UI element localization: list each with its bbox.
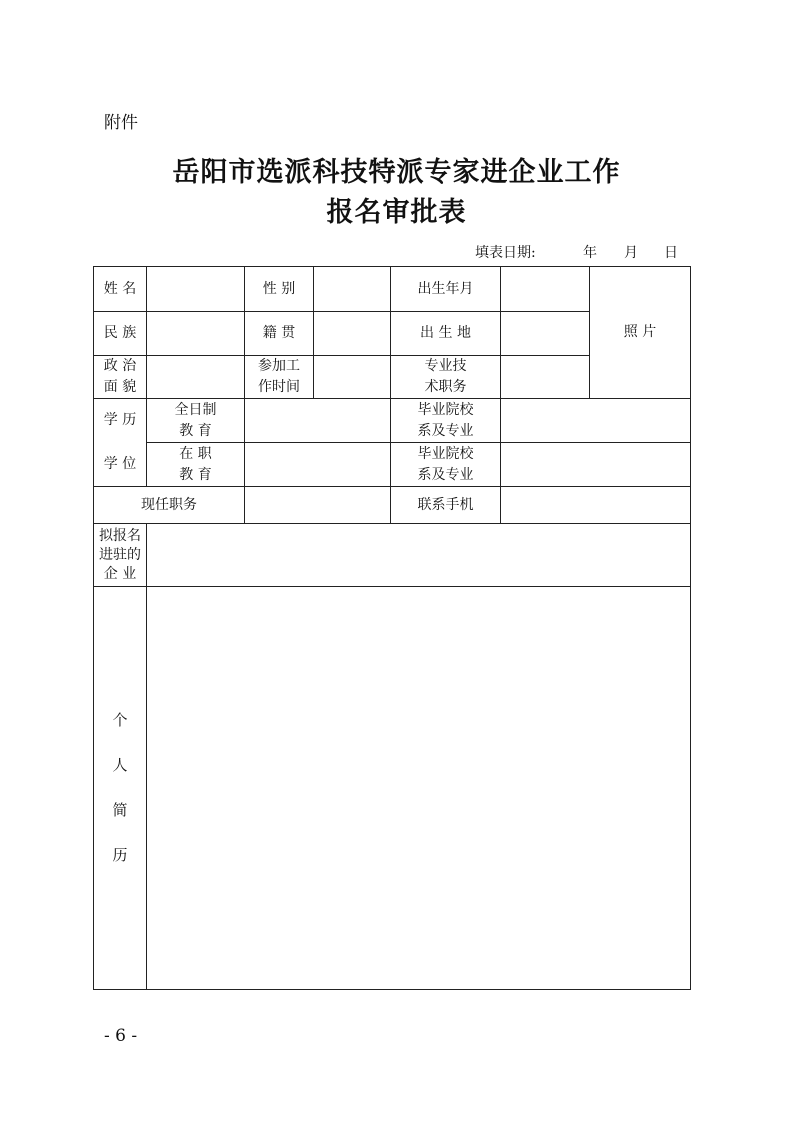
gender-label: 性 别 [244,267,313,311]
gender-field[interactable] [313,267,390,311]
target-company-label: 拟报名 进驻的 企 业 [94,523,146,586]
inservice-education-label: 在 职 教 育 [146,442,244,486]
birth-date-field[interactable] [500,267,589,311]
application-form-table [93,266,691,990]
date-day: 日 [664,245,678,261]
name-field[interactable] [146,267,244,311]
form-title-line1: 岳阳市选派科技特派专家进企业工作 [172,157,621,188]
birth-date-label: 出生年月 [390,267,500,311]
degree-label: 学 位 [103,455,137,472]
ethnicity-field[interactable] [146,311,244,355]
political-status-label: 政 治 面 貌 [94,355,146,398]
date-month: 月 [624,245,638,261]
resume-label: 个 人 简 历 [94,586,146,989]
inservice-school-field[interactable] [500,442,690,486]
resume-field[interactable] [146,586,690,989]
form-title-line2: 报名审批表 [326,197,467,228]
birth-place-field[interactable] [500,311,589,355]
ethnicity-label: 民 族 [94,311,146,355]
date-year: 年 [583,245,597,261]
native-place-field[interactable] [313,311,390,355]
work-start-field[interactable] [313,355,390,398]
professional-title-label: 专业技 术职务 [390,355,500,398]
mobile-label: 联系手机 [390,486,500,523]
work-start-label: 参加工 作时间 [244,355,313,398]
current-position-label: 现任职务 [94,486,244,523]
fulltime-education-field[interactable] [244,398,390,442]
fulltime-school-field[interactable] [500,398,690,442]
attachment-label: 附件 [104,113,138,133]
inservice-education-field[interactable] [244,442,390,486]
education-label: 学 历 [94,398,146,442]
current-position-field[interactable] [244,486,390,523]
mobile-field[interactable] [500,486,690,523]
fulltime-school-label: 毕业院校 系及专业 [390,398,500,442]
fulltime-education-label: 全日制 教 育 [146,398,244,442]
birth-place-label: 出 生 地 [390,311,500,355]
fill-date-label: 填表日期: [475,245,536,261]
professional-title-field[interactable] [500,355,589,398]
inservice-school-label: 毕业院校 系及专业 [390,442,500,486]
native-place-label: 籍 贯 [244,311,313,355]
political-status-field[interactable] [146,355,244,398]
target-company-field[interactable] [146,523,690,586]
name-label: 姓 名 [103,280,137,297]
photo-box[interactable]: 照 片 [589,267,690,398]
page-number: - 6 - [104,1026,138,1046]
